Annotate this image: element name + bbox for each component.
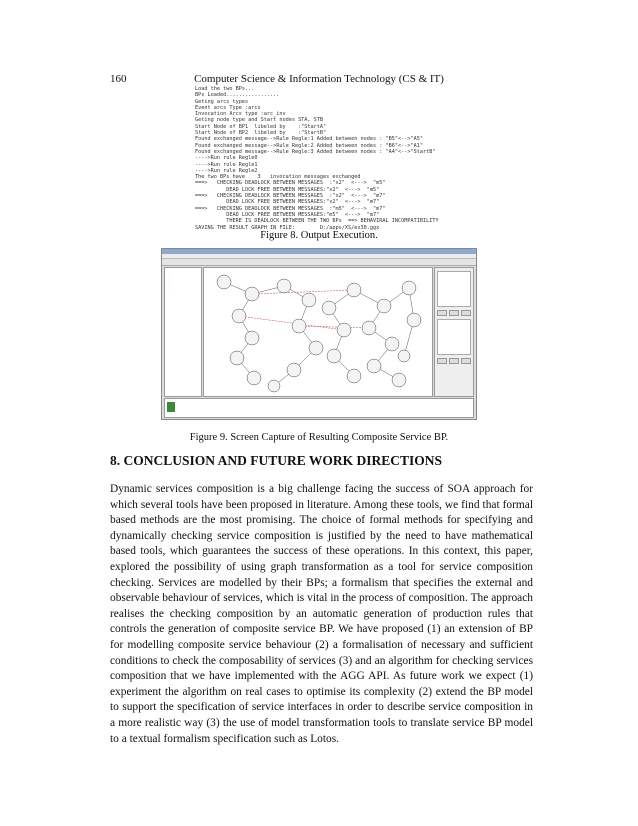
console-line: ===> CHECKING DEADLOCK BETWEEN MESSAGES :"x2" <---> "m7" [195, 193, 386, 200]
figure8-caption: Figure 8. Output Execution. [260, 230, 378, 241]
console-line: ---->Run rule Regle1 [195, 161, 258, 168]
console-line: DEAD LOCK FREE BETWEEN MESSAGES:"m5" <---> "m7" [195, 211, 380, 218]
node-type-buttons [437, 310, 471, 316]
console-line: Geting node type and Start nodes STA, STB [195, 117, 324, 124]
console-line: DEAD LOCK FREE BETWEEN MESSAGES:"x2" <---> "m7" [195, 199, 380, 206]
console-line: Invocation Arcs type :arc_inv [195, 111, 286, 118]
console-line: ---->Run rule Regle2 [195, 167, 258, 174]
console-output [195, 86, 555, 231]
console-line: ===> CHECKING DEADLOCK BETWEEN MESSAGES :"x2" <---> "m5" [195, 180, 386, 187]
console-line: BPs Loaded................. [195, 92, 280, 99]
console-line: Found exchanged message-->Rule Regle:2 Added between nodes : "B6"<-->"A1" [195, 142, 423, 149]
running-header: Computer Science & Information Technology (CS & IT) [194, 73, 444, 85]
console-line: ---->Run rule Regle0 [195, 155, 258, 162]
body-paragraph: Dynamic services composition is a big challenge facing the success of SOA approach for which several tools have been proposed in literature. Among these tools, we find that formal based methods are the most promising. The choice of formal methods for specifying and dynamically checking service composition is justified by the need to have mathematical based tools, which guarantees the success of these operations. In this context, this paper, explored the possibility of using graph transformation as a tool for service composition checking. Services are modelled by their BPs; a formalism that specifies the external and observable behaviour of services, which is vital in the process of composition. The approach realises the checking composition by an automatic generation of production rules that controls the generation of composite service BP. We have proposed (1) an extension of BP for modelling composite service behaviour (2) a formalisation of necessary and sufficient conditions to check the composability of services (3) and an algorithm for checking services composition that we have implemented with the AGG API. As future work we expect (1) experiment the algorithm on real cases to optimise its complexity (2) extend the BP model to support the specification of service interfaces in order to describe service composition in a more realistic way (3) the use of model transformation tools to translate service BP model to a textual formalism specification such as Lotos. [110, 483, 533, 745]
page-number: 160 [110, 73, 127, 85]
console-line: SAVING THE RESULT GRAPH IN FILE: D:/apps/XS/ex30.ggx [195, 224, 380, 231]
status-panel [164, 398, 474, 418]
console-line: ===> CHECKING DEADLOCK BETWEEN MESSAGES :"m5" <---> "m7" [195, 205, 386, 212]
console-line: The two BPs have 3 invocation messages exchanged [195, 174, 361, 181]
type-panel [434, 267, 474, 397]
console-line: Found exchanged message-->Rule Regle:3 Added between nodes : "A4"<-->"StartB" [195, 148, 436, 155]
console-line: Start Node of BP1 libeled by :"StartA" [195, 123, 327, 130]
console-line: Event arcs Type :arcs [195, 104, 261, 111]
grammar-tree: · · · · · · [164, 267, 202, 397]
console-line: Load the two BPs... [195, 86, 255, 92]
status-icon [167, 402, 175, 412]
toolbar [162, 259, 476, 266]
figure9-caption: Figure 9. Screen Capture of Resulting Composite Service BP. [189, 432, 449, 443]
node-types-list [437, 271, 471, 307]
edge-types-list [437, 319, 471, 355]
figure9-screenshot [161, 248, 477, 420]
console-line: Start Node of BP2 libeled by :"StartB" [195, 130, 327, 137]
console-line: Found exchanged message-->Rule Regle:1 Added between nodes : "B5"<-->"A5" [195, 136, 423, 143]
graph-canvas [203, 267, 433, 397]
console-line: Geting arcs types [195, 98, 249, 105]
console-line: DEAD LOCK FREE BETWEEN MESSAGES:"x2" <---> "m5" [195, 186, 380, 193]
graph-diagram [204, 268, 432, 396]
edge-type-buttons [437, 358, 471, 364]
console-line: THERE IS DEADLOCK BETWEEN THE TWO BPs ==> BEHAVIRAL INCOMPATIBILITY [195, 218, 439, 225]
section-title: 8. CONCLUSION AND FUTURE WORK DIRECTIONS [110, 453, 443, 468]
